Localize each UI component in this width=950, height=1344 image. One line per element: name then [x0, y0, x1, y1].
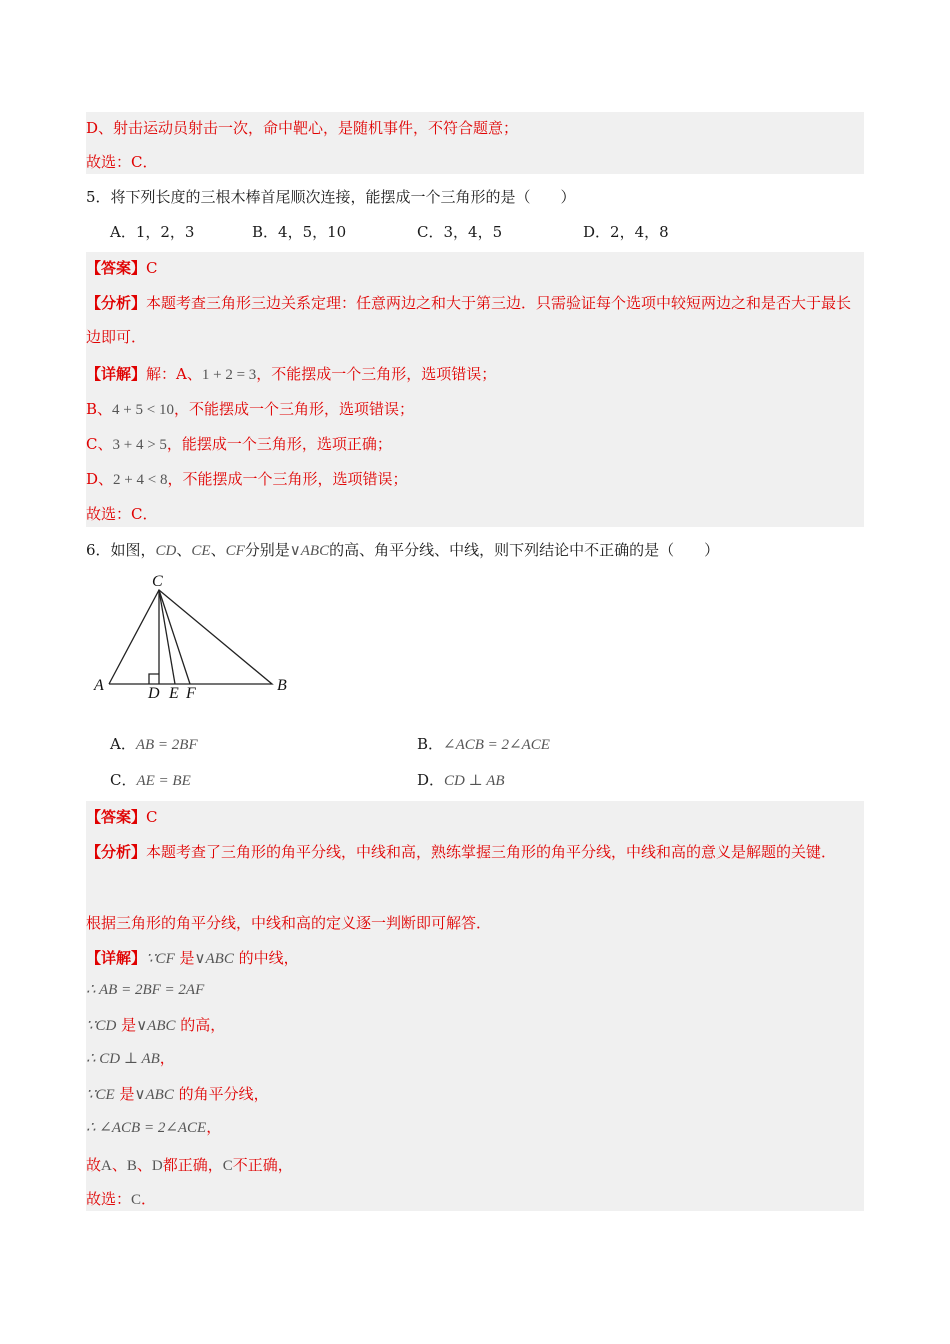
q5-detail-a: 【详解】解：A、1 + 2 = 3，不能摆成一个三角形，选项错误； — [86, 365, 497, 383]
q6-answer: 【答案】C — [86, 808, 158, 826]
q4-option-d-explanation: D、射击运动员射击一次，命中靶心，是随机事件，不符合题意； — [86, 119, 519, 137]
q6-conclusion: 故A、B、D都正确，C不正确， — [86, 1156, 293, 1174]
q5-answer: 【答案】C — [86, 259, 158, 277]
q6-select: 故选：C． — [86, 1190, 157, 1208]
median-cf — [159, 590, 190, 684]
q6-analysis-2: 根据三角形的角平分线，中线和高的定义逐一判断即可解答． — [86, 914, 492, 932]
q5-option-c: C．3，4，5 — [417, 223, 503, 241]
q5-option-d: D．2，4，8 — [583, 223, 669, 241]
q6-detail-step6: ∴ ∠ACB = 2∠ACE， — [86, 1118, 222, 1136]
q5-analysis: 【分析】本题考查三角形三边关系定理：任意两边之和大于第三边．只需验证每个选项中较短两边之和是否大于最长边即可． — [86, 294, 852, 346]
q6-detail-step3: ∵CD 是∨ABC 的高， — [86, 1016, 226, 1034]
q5-stem: 5．将下列长度的三根木棒首尾顺次连接，能摆成一个三角形的是（ ） — [86, 188, 576, 206]
q5-detail-b: B、4 + 5 < 10，不能摆成一个三角形，选项错误； — [86, 400, 414, 418]
label-c: C — [152, 573, 163, 590]
bisector-ce — [159, 590, 175, 684]
q5-detail-c: C、3 + 4 > 5，能摆成一个三角形，选项正确； — [86, 435, 392, 453]
label-e: E — [169, 685, 179, 702]
label-f: F — [186, 685, 196, 702]
q6-detail-step1: 【详解】∵CF 是∨ABC 的中线， — [86, 949, 299, 967]
q5-option-a: A．1，2，3 — [110, 223, 195, 241]
label-a: A — [94, 677, 104, 694]
q6-detail-step5: ∵CE 是∨ABC 的角平分线， — [86, 1085, 269, 1103]
q5-detail-d: D、2 + 4 < 8，不能摆成一个三角形，选项错误； — [86, 470, 408, 488]
label-b: B — [277, 677, 287, 694]
triangle-figure — [88, 570, 298, 705]
q6-analysis: 【分析】本题考查了三角形的角平分线，中线和高，熟练掌握三角形的角平分线，中线和高的意义是解题的关键． — [86, 843, 837, 861]
q6-detail-step2: ∴ AB = 2BF = 2AF — [86, 982, 205, 998]
q6-detail-step4: ∴ CD ⊥ AB， — [86, 1049, 175, 1067]
q6-stem: 6．如图，CD、CE、CF分别是∨ABC的高、角平分线、中线，则下列结论中不正确的是（ ） — [86, 541, 720, 559]
right-angle-mark — [149, 674, 159, 684]
q6-option-a: A．AB = 2BF — [110, 735, 198, 753]
label-d: D — [148, 685, 160, 702]
q6-option-d: D．CD ⊥ AB — [417, 771, 505, 789]
q5-select: 故选：C． — [86, 505, 158, 523]
q6-option-b: B．∠ACB = 2∠ACE — [417, 735, 550, 753]
triangle-outline — [109, 590, 272, 684]
q5-option-b: B．4，5，10 — [252, 223, 347, 241]
q4-select: 故选：C． — [86, 153, 158, 171]
q6-option-c: C．AE = BE — [110, 771, 191, 789]
